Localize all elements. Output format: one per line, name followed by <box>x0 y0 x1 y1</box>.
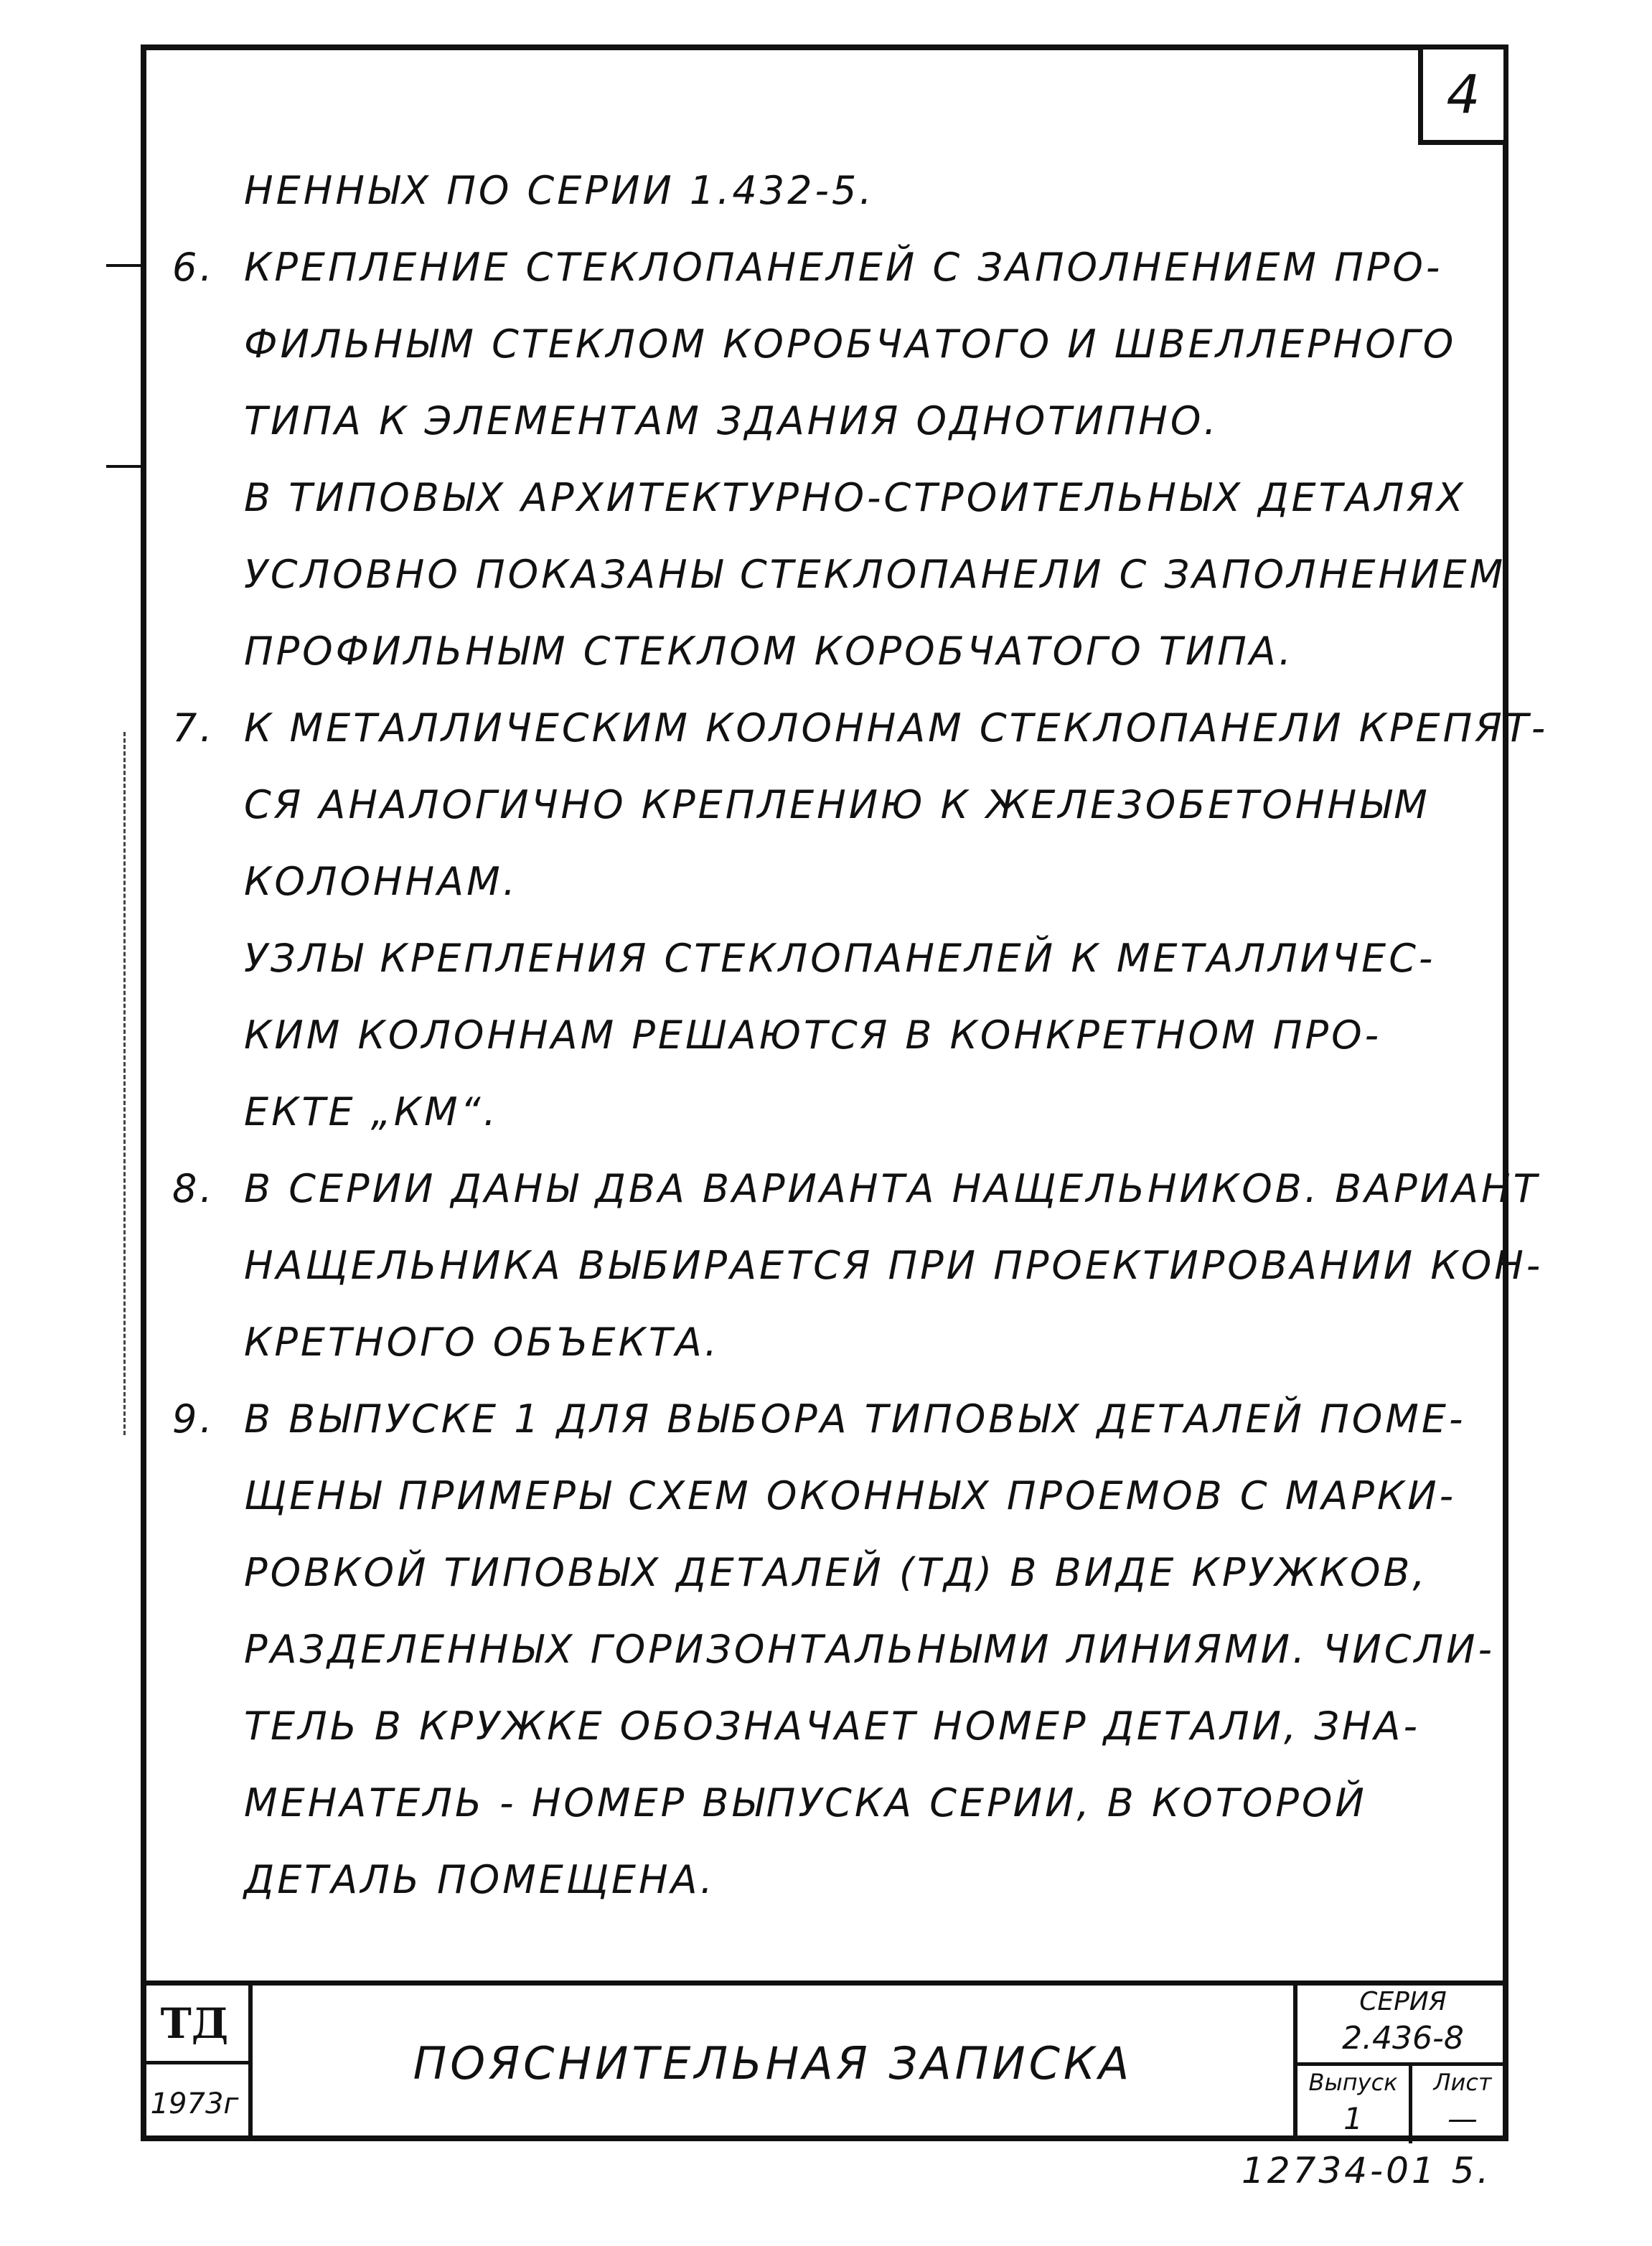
text-line: ФИЛЬНЫМ СТЕКЛОМ КОРОБЧАТОГО И ШВЕЛЛЕРНОГО <box>244 321 1457 367</box>
title-block-logo-cell <box>141 1986 253 2141</box>
issue-label: Выпуск <box>1308 2069 1398 2096</box>
text-line: КИМ КОЛОННАМ РЕШАЮТСЯ В КОНКРЕТНОМ ПРО- <box>244 1012 1382 1058</box>
text-line: 6. КРЕПЛЕНИЕ СТЕКЛОПАНЕЛЕЙ С ЗАПОЛНЕНИЕМ ПРО- <box>172 245 1443 290</box>
text-line: НЕННЫХ ПО СЕРИИ 1.432-5. <box>244 168 875 213</box>
text-line: 8. В СЕРИИ ДАНЫ ДВА ВАРИАНТА НАЩЕЛЬНИКОВ. ВАРИАНТ <box>172 1166 1540 1211</box>
text-line: РОВКОЙ ТИПОВЫХ ДЕТАЛЕЙ (ТД) В ВИДЕ КРУЖКОВ, <box>244 1550 1428 1595</box>
title-block-series-cell <box>1293 1986 1508 2141</box>
sheet-number-box <box>1418 44 1508 145</box>
text-line: УЗЛЫ КРЕПЛЕНИЯ СТЕКЛОПАНЕЛЕЙ К МЕТАЛЛИЧЕС- <box>244 936 1436 981</box>
text-line: ПРОФИЛЬНЫМ СТЕКЛОМ КОРОБЧАТОГО ТИПА. <box>244 629 1295 674</box>
archive-code: 12734-01 5. <box>1242 2150 1492 2191</box>
document-title: ПОЯСНИТЕЛЬНАЯ ЗАПИСКА <box>413 2037 1133 2090</box>
text-line: МЕНАТЕЛЬ - НОМЕР ВЫПУСКА СЕРИИ, В КОТОРОЙ <box>244 1780 1367 1826</box>
text-line: РАЗДЕЛЕННЫХ ГОРИЗОНТАЛЬНЫМИ ЛИНИЯМИ. ЧИСЛИ- <box>244 1627 1495 1672</box>
text-line: НАЩЕЛЬНИКА ВЫБИРАЕТСЯ ПРИ ПРОЕКТИРОВАНИИ КОН- <box>244 1243 1544 1288</box>
margin-tick <box>106 264 141 267</box>
sheet-label: Лист <box>1433 2069 1492 2096</box>
text-line: КРЕТНОГО ОБЪЕКТА. <box>244 1320 720 1365</box>
text-line: 9. В ВЫПУСКЕ 1 ДЛЯ ВЫБОРА ТИПОВЫХ ДЕТАЛЕЙ ПОМЕ- <box>172 1396 1466 1442</box>
sheet-value: — <box>1447 2101 1478 2136</box>
series-field <box>1297 1986 1508 2066</box>
series-value: 2.436-8 <box>1342 2020 1464 2057</box>
text-line: КОЛОННАМ. <box>244 859 518 904</box>
sheet-number: 4 <box>1446 64 1480 126</box>
text-line: ТИПА К ЭЛЕМЕНТАМ ЗДАНИЯ ОДНОТИПНО. <box>244 398 1219 443</box>
text-line: УСЛОВНО ПОКАЗАНЫ СТЕКЛОПАНЕЛИ С ЗАПОЛНЕНИЕМ <box>244 552 1506 597</box>
margin-stamp-strip <box>123 732 130 1435</box>
text-line: ЕКТЕ „КМ“. <box>244 1089 499 1134</box>
series-label: СЕРИЯ <box>1359 1987 1447 2016</box>
margin-tick <box>106 465 141 468</box>
td-logo: ТД <box>141 1986 248 2064</box>
text-line: 7. К МЕТАЛЛИЧЕСКИМ КОЛОННАМ СТЕКЛОПАНЕЛИ КРЕПЯТ- <box>172 705 1549 751</box>
sheet-field <box>1412 2066 1513 2143</box>
text-line: ЩЕНЫ ПРИМЕРЫ СХЕМ ОКОННЫХ ПРОЕМОВ С МАРКИ- <box>244 1473 1457 1518</box>
explanatory-note-body <box>172 152 1549 1918</box>
issue-value: 1 <box>1343 2101 1363 2136</box>
text-line: ТЕЛЬ В КРУЖКЕ ОБОЗНАЧАЕТ НОМЕР ДЕТАЛИ, ЗНА- <box>244 1704 1420 1749</box>
text-line: ДЕТАЛЬ ПОМЕЩЕНА. <box>244 1857 715 1902</box>
year-label: 1973г <box>150 2087 239 2120</box>
text-line: СЯ АНАЛОГИЧНО КРЕПЛЕНИЮ К ЖЕЛЕЗОБЕТОННЫМ <box>244 782 1430 827</box>
issue-field <box>1297 2066 1412 2143</box>
title-block <box>141 1980 1508 2141</box>
text-line: В ТИПОВЫХ АРХИТЕКТУРНО-СТРОИТЕЛЬНЫХ ДЕТАЛЯХ <box>244 475 1466 520</box>
